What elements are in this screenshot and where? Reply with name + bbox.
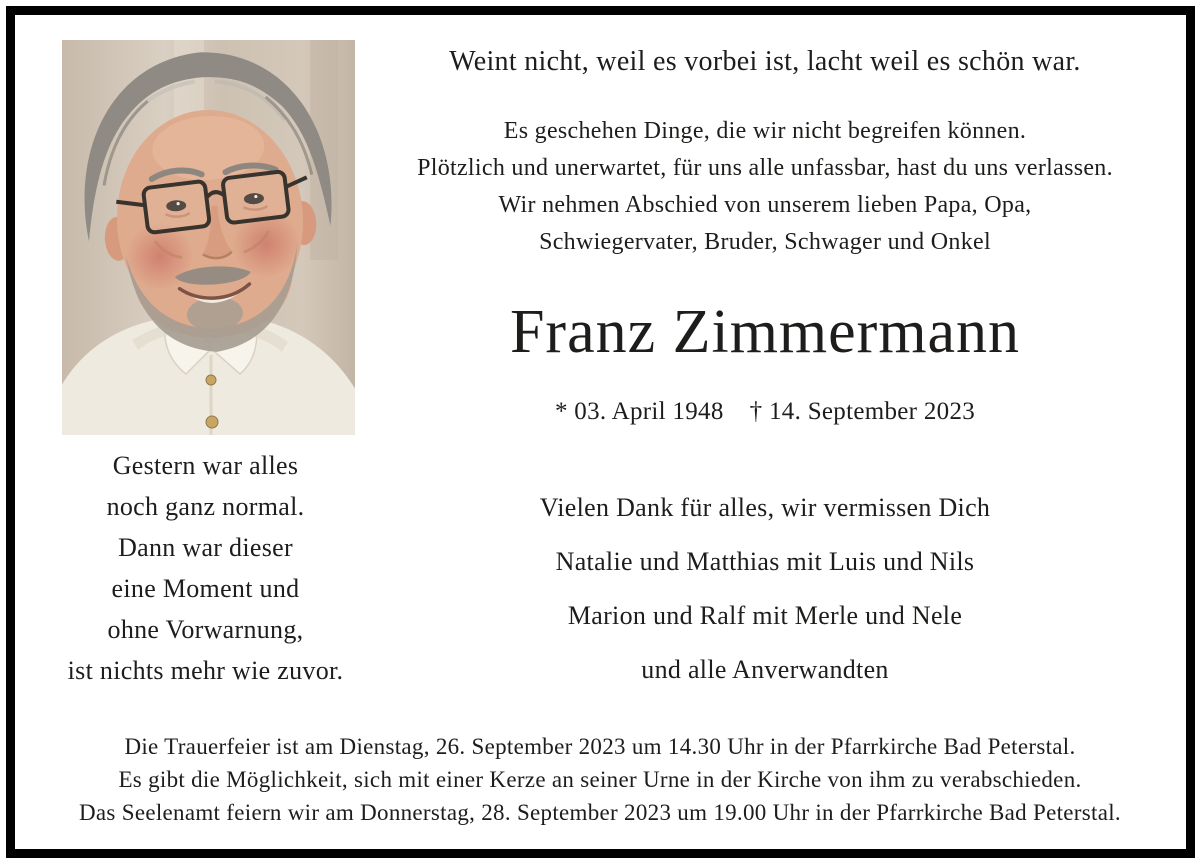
service-line: Das Seelenamt feiern wir am Donnerstag, 28. September 2023 um 19.00 Uhr in der Pfarrkirche Bad Peterstal. [79, 800, 1121, 825]
intro-line: Schwiegervater, Bruder, Schwager und Onkel [539, 229, 991, 255]
service-info-block [35, 730, 1165, 829]
verse-block [23, 445, 388, 691]
service-line: Die Trauerfeier ist am Dienstag, 26. September 2023 um 14.30 Uhr in der Pfarrkirche Bad Peterstal. [124, 734, 1076, 759]
mourners-block [370, 481, 1160, 697]
verse-line: Gestern war alles [112, 451, 299, 480]
intro-line: Plötzlich und unerwartet, für uns alle unfassbar, hast du uns verlassen. [417, 155, 1113, 181]
mourner-line: und alle Anverwandten [641, 655, 889, 684]
thanks-line: Vielen Dank für alles, wir vermissen Dich [539, 493, 991, 522]
verse-line: eine Moment und [111, 574, 300, 603]
verse-line: ist nichts mehr wie zuvor. [67, 656, 344, 685]
intro-line: Es geschehen Dinge, die wir nicht begreifen können. [503, 118, 1027, 144]
intro-paragraph [370, 113, 1160, 261]
portrait-illustration [62, 40, 355, 435]
intro-line: Wir nehmen Abschied von unserem lieben Papa, Opa, [498, 192, 1032, 218]
verse-line: Dann war dieser [118, 533, 293, 562]
deceased-name: Franz Zimmermann [509, 298, 1021, 366]
verse-line: noch ganz normal. [106, 492, 305, 521]
portrait-photo [62, 40, 355, 435]
death-date: † 14. September 2023 [749, 398, 976, 425]
verse-line: ohne Vorwarnung, [107, 615, 304, 644]
epigraph-line: Weint nicht, weil es vorbei ist, lacht weil es schön war. [449, 46, 1081, 77]
service-line: Es gibt die Möglichkeit, sich mit einer Kerze an seiner Urne in der Kirche von ihm zu verabschieden. [118, 767, 1082, 792]
black-frame-border [6, 6, 1195, 858]
birth-date: * 03. April 1948 [554, 398, 724, 425]
mourner-line: Natalie und Matthias mit Luis und Nils [555, 547, 975, 576]
mourner-line: Marion und Ralf mit Merle und Nele [567, 601, 963, 630]
life-dates [370, 395, 1160, 428]
